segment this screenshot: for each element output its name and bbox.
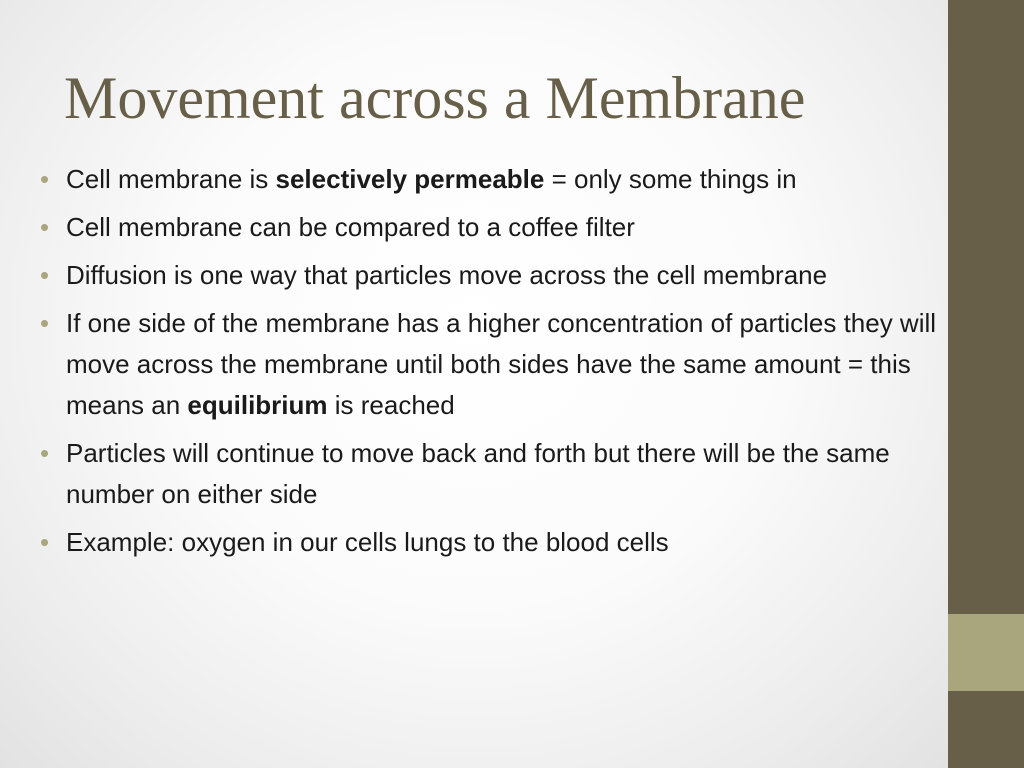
bullet-text-after: = only some things in [544, 164, 797, 194]
bullet-bold-text: selectively permeable [275, 164, 545, 194]
bullet-text: Cell membrane is [66, 164, 276, 194]
bullet-item [40, 207, 940, 248]
bullet-text: Diffusion is one way that particles move across the cell membrane [66, 260, 828, 290]
bullet-item [40, 433, 940, 515]
bullet-dot-icon [40, 522, 62, 563]
sidebar-accent-block [948, 614, 1024, 691]
bullet-dot-icon [40, 255, 62, 296]
bullet-dot-icon [40, 159, 62, 200]
bullet-item [40, 255, 940, 296]
bullet-list [40, 159, 940, 570]
bullet-item [40, 159, 940, 200]
bullet-text-after: is reached [327, 390, 455, 420]
bullet-dot-icon [40, 207, 62, 248]
bullet-dot-icon [40, 303, 62, 344]
bullet-text: Particles will continue to move back and forth but there will be the same number on either side [66, 438, 890, 509]
slide-title: Movement across a Membrane [64, 65, 806, 131]
bullet-item [40, 303, 940, 426]
bullet-text: Example: oxygen in our cells lungs to the blood cells [66, 527, 669, 557]
bullet-dot-icon [40, 433, 62, 474]
bullet-item [40, 522, 940, 563]
bullet-bold-text: equilibrium [187, 390, 328, 420]
bullet-text: Cell membrane can be compared to a coffee filter [66, 212, 635, 242]
bullet-text: If one side of the membrane has a higher concentration of particles they will move across the membrane until both sides have the same amount = this means an [66, 308, 937, 420]
